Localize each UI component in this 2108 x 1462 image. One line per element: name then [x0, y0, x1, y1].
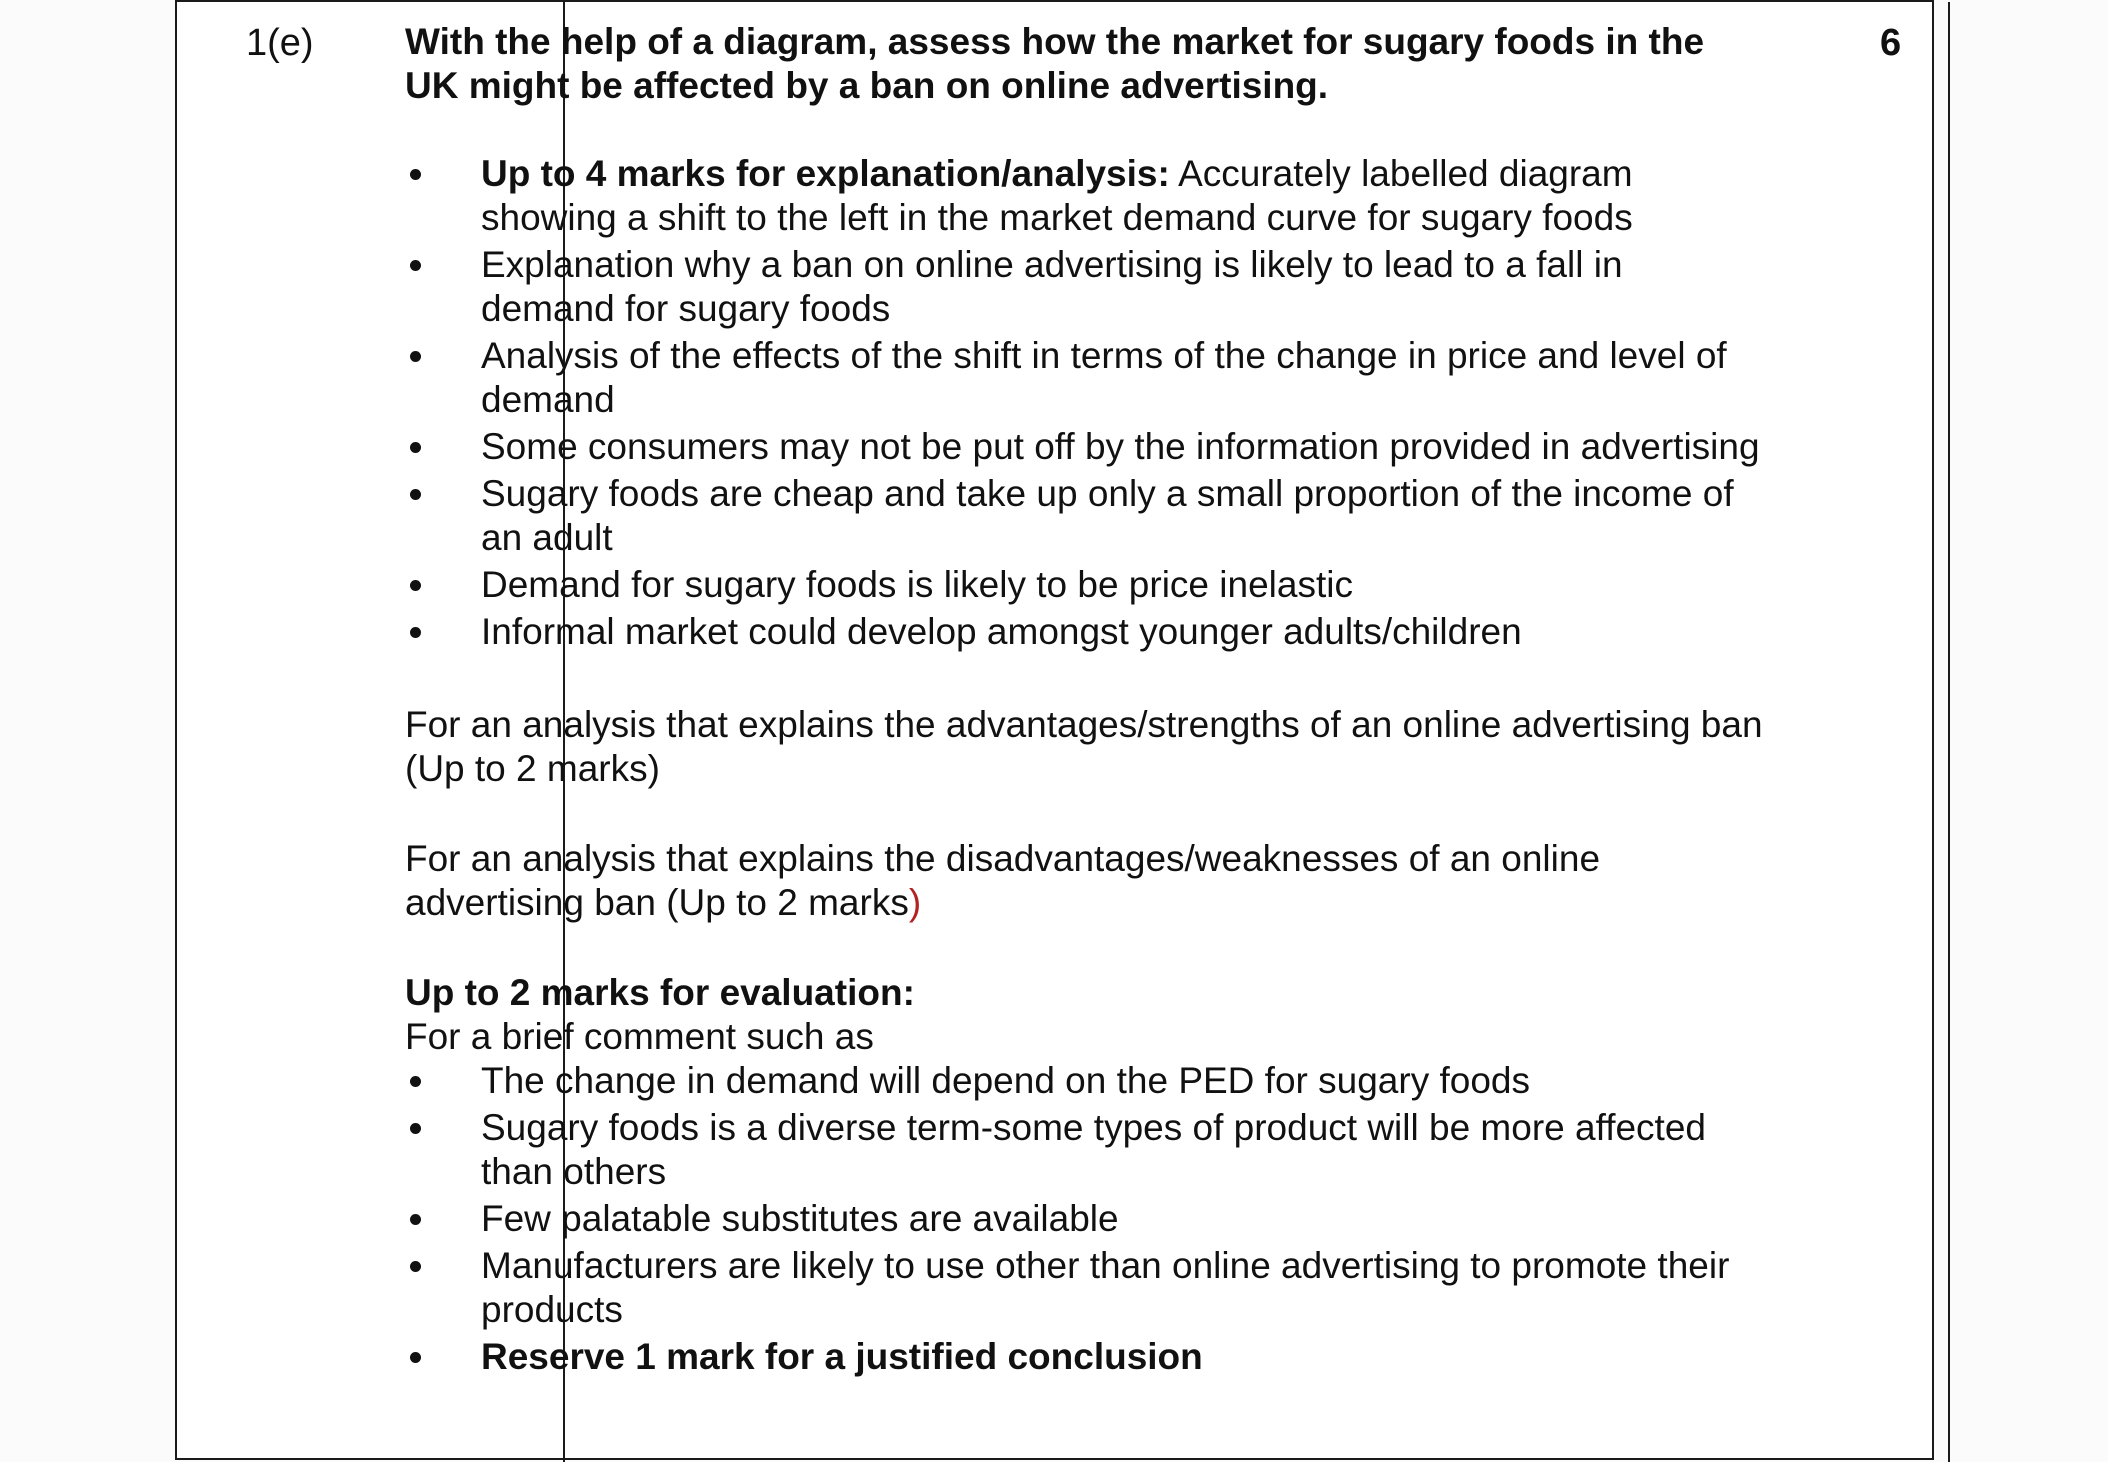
evaluation-list: [405, 1059, 1765, 1379]
disadvantages-text: For an analysis that explains the disadvantages/weaknesses of an online advertising ban (Up to 2 marks: [405, 838, 1601, 923]
list-item: Manufacturers are likely to use other than online advertising to promote their products: [405, 1244, 1765, 1332]
answer-guidance: [405, 20, 1765, 1382]
list-item: [405, 152, 1765, 240]
disadvantages-note: [405, 837, 1765, 925]
analysis-list: [405, 152, 1765, 654]
list-item: Reserve 1 mark for a justified conclusion: [405, 1335, 1765, 1379]
list-item: Informal market could develop amongst younger adults/children: [405, 610, 1765, 654]
evaluation-intro: For a brief comment such as: [405, 1016, 874, 1057]
list-item: Sugary foods are cheap and take up only a small proportion of the income of an adult: [405, 472, 1765, 560]
list-item: Explanation why a ban on online advertising is likely to lead to a fall in demand for sugary foods: [405, 243, 1765, 331]
evaluation-heading: Up to 2 marks for evaluation:: [405, 972, 915, 1013]
list-item: Analysis of the effects of the shift in terms of the change in price and level of demand: [405, 334, 1765, 422]
list-item: Sugary foods is a diverse term-some types of product will be more affected than others: [405, 1106, 1765, 1194]
list-item: Few palatable substitutes are available: [405, 1197, 1765, 1241]
marks-value: 6: [1880, 22, 1902, 64]
advantages-note: For an analysis that explains the advantages/strengths of an online advertising ban (Up to 2 marks): [405, 704, 1763, 789]
list-item: Some consumers may not be put off by the information provided in advertising: [405, 425, 1765, 469]
list-item: Demand for sugary foods is likely to be price inelastic: [405, 563, 1765, 607]
question-prompt: With the help of a diagram, assess how the market for sugary foods in the UK might be affected by a ban on online advertising.: [405, 21, 1705, 106]
column-divider-right: [1948, 2, 1950, 1462]
analysis-lead: Up to 4 marks for explanation/analysis:: [481, 153, 1170, 194]
list-item: The change in demand will depend on the PED for sugary foods: [405, 1059, 1765, 1103]
disadvantages-closing: ): [908, 882, 922, 923]
question-number: 1(e): [246, 22, 314, 64]
analysis-item-text: Accurately labelled diagram showing a shift to the left in the market demand curve for sugary foods: [481, 153, 1633, 238]
